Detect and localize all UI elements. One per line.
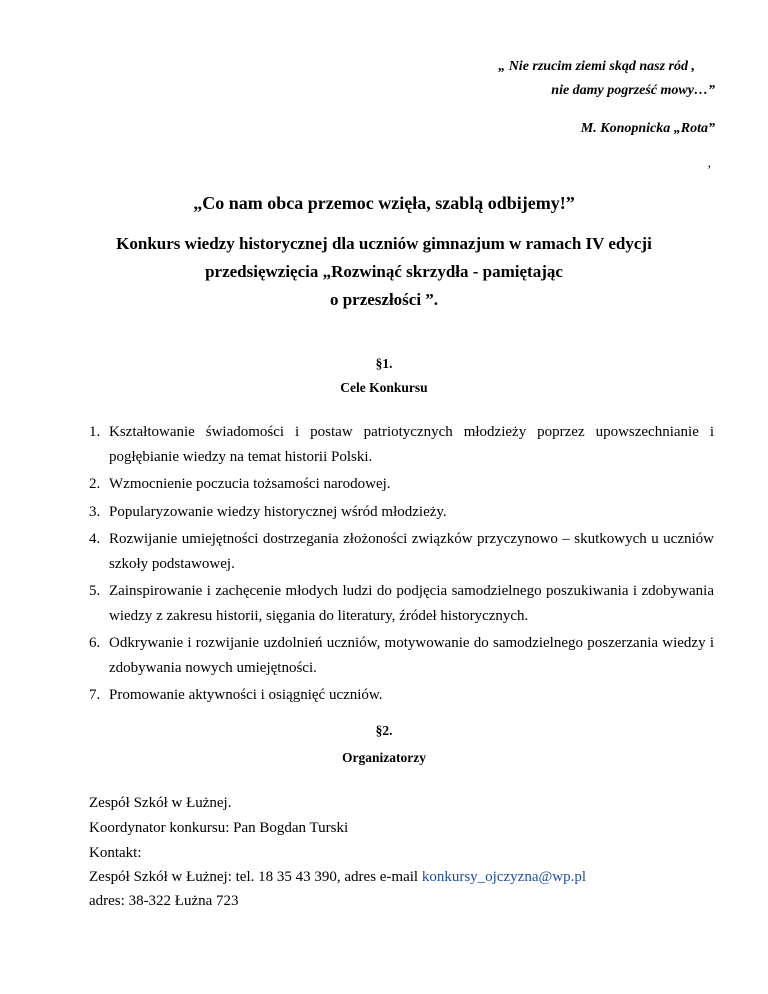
coordinator-line: Koordynator konkursu: Pan Bogdan Turski bbox=[89, 820, 349, 836]
list-item: 1. Kształtowanie świadomości i postaw patriotycznych młodzieży poprzez upowszechnianie i pogłębianie wiedzy na temat historii Polski. bbox=[89, 424, 714, 465]
stray-comma: , bbox=[707, 155, 711, 170]
contact-phone-text: Zespół Szkół w Łużnej: tel. 18 35 43 390, adres e-mail bbox=[89, 869, 422, 885]
email-link[interactable]: konkursy_ojczyzna@wp.pl bbox=[421, 869, 587, 885]
list-item: 2. Wzmocnienie poczucia tożsamości narodowej. bbox=[89, 476, 391, 492]
address-line: adres: 38-322 Łużna 723 bbox=[89, 893, 239, 909]
list-item: 7. Promowanie aktywności i osiągnięć uczniów. bbox=[89, 687, 383, 703]
epigraph-line-2: nie damy pogrześć mowy…” bbox=[551, 83, 715, 98]
section-1-number: §1. bbox=[375, 356, 393, 371]
list-item: 6. Odkrywanie i rozwijanie uzdolnień uczniów, motywowanie do samodzielnego poszerzania wiedzy i zdobywania nowych umiejętności. bbox=[89, 635, 714, 676]
epigraph-author: M. Konopnicka „Rota” bbox=[580, 121, 715, 136]
subtitle-line-1: Konkurs wiedzy historycznej dla uczniów gimnazjum w ramach IV edycji bbox=[116, 234, 652, 253]
section-1-heading: Cele Konkursu bbox=[340, 380, 428, 395]
contact-line bbox=[89, 869, 586, 886]
subtitle-line-2: przedsięwzięcia „Rozwinąć skrzydła - pamiętając bbox=[205, 262, 563, 281]
motto-title: „Co nam obca przemoc wzięła, szablą odbijemy!” bbox=[193, 193, 575, 213]
section-2-number: §2. bbox=[375, 723, 393, 738]
list-item: 3. Popularyzowanie wiedzy historycznej wśród młodzieży. bbox=[89, 503, 447, 520]
goals-list bbox=[89, 420, 714, 711]
organizer-name: Zespół Szkół w Łużnej. bbox=[89, 795, 232, 811]
subtitle-line-3: o przeszłości ”. bbox=[329, 290, 439, 309]
section-2-heading: Organizatorzy bbox=[342, 750, 426, 765]
list-item: 4. Rozwijanie umiejętności dostrzegania złożoności związków przyczynowo – skutkowych u uczniów szkoły podstawowej. bbox=[89, 531, 714, 572]
contact-label: Kontakt: bbox=[89, 845, 142, 861]
list-item: 5. Zainspirowanie i zachęcenie młodych ludzi do podjęcia samodzielnego poszukiwania i zdobywania wiedzy z zakresu historii, sięgania do literatury, źródeł historycznych. bbox=[89, 583, 714, 624]
epigraph-line-1: „ Nie rzucim ziemi skąd nasz ród , bbox=[498, 59, 695, 74]
